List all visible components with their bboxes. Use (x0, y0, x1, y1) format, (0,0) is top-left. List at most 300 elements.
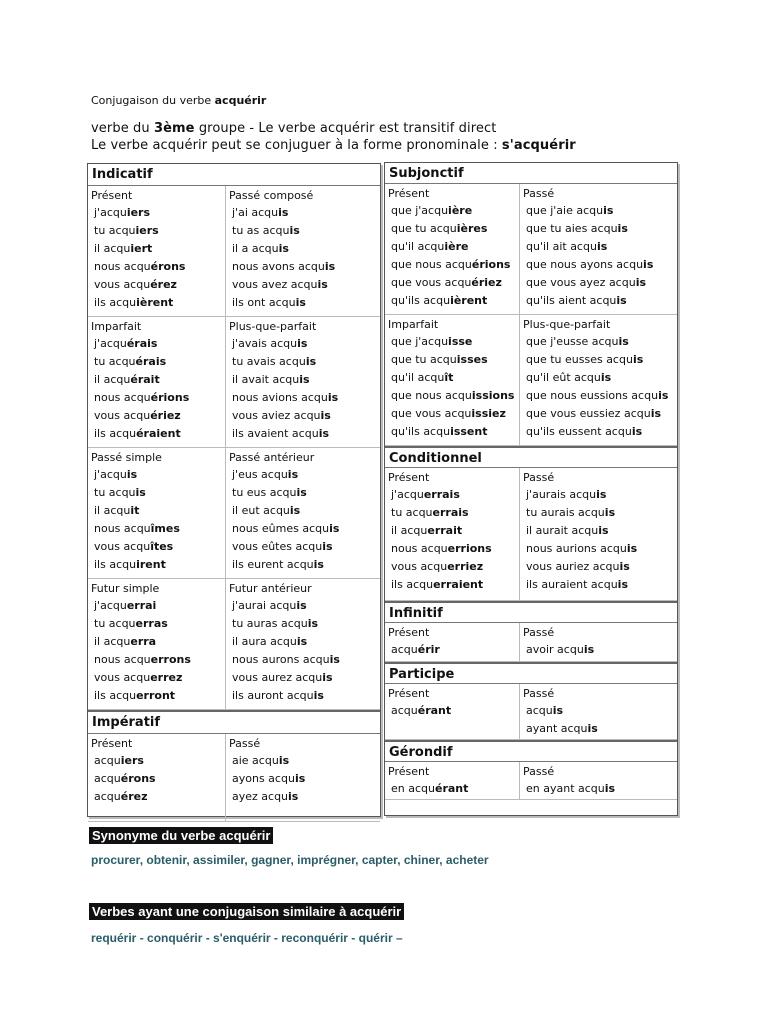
tense-block (385, 623, 677, 662)
tense-name: Passé (229, 737, 261, 750)
conjugation-row (388, 540, 519, 558)
verb-ending: is (617, 222, 628, 235)
verb-ending: iers (120, 754, 144, 767)
verb-stem: j'aurais acqu (526, 488, 597, 501)
verb-stem: vous aviez acqu (232, 409, 321, 422)
conjugation-row (523, 238, 677, 256)
tense-cell (88, 734, 225, 821)
tense-cell (519, 184, 677, 314)
verb-stem: j'acqu (391, 488, 424, 501)
verb-stem: ils acqu (94, 558, 137, 571)
verb-stem: acqu (94, 754, 121, 767)
tense-cell (225, 579, 380, 709)
conjugation-row (523, 274, 677, 292)
verb-ending: ièrent (136, 296, 174, 309)
verb-ending: iers (135, 224, 159, 237)
verb-ending: is (313, 558, 324, 571)
verb-stem: nous acqu (94, 260, 151, 273)
similar-verb-link[interactable]: s'enquérir (213, 931, 271, 945)
verb-ending: erraient (433, 578, 484, 591)
conjugation-column-right (384, 162, 678, 816)
conjugation-row (229, 633, 380, 651)
verb-ending: is (135, 486, 146, 499)
conjugation-row (91, 615, 225, 633)
verb-ending: ît (444, 371, 454, 384)
conjugation-row (229, 788, 380, 806)
verb-ending: is (552, 704, 564, 717)
verb-stem: nous eûmes acqu (232, 522, 330, 535)
verb-ending: is (322, 540, 333, 553)
verb-ending: errai (126, 599, 157, 612)
conjugation-row (91, 788, 225, 806)
tense-name: Passé (523, 471, 555, 484)
verb-ending: issions (471, 389, 515, 402)
verb-ending: is (650, 407, 662, 420)
verb-ending: errais (432, 506, 469, 519)
verb-ending: erra (130, 635, 157, 648)
verb-ending: érais (126, 337, 158, 350)
tense-cell (519, 684, 677, 739)
verb-stem: vous avez acqu (232, 278, 318, 291)
verb-ending: is (631, 425, 643, 438)
similar-verb-link[interactable]: conquérir (147, 931, 203, 945)
conjugation-row (229, 597, 380, 615)
intro-text: verbe du (91, 121, 154, 136)
verb-ending: is (600, 371, 612, 384)
intro-text: Le verbe acquérir peut se conjuguer à la forme pronominale : (91, 138, 502, 153)
conjugation-row (388, 238, 519, 256)
conjugation-row (91, 335, 225, 353)
verb-ending: is (296, 486, 307, 499)
tense-name: Présent (91, 189, 133, 202)
tense-name: Plus-que-parfait (523, 318, 611, 331)
verb-ending: ière (444, 240, 469, 253)
verb-ending: irent (136, 558, 166, 571)
conjugation-row (523, 522, 677, 540)
verb-ending: érons (150, 260, 186, 273)
verb-stem: qu'il eût acqu (526, 371, 601, 384)
tense-name: Passé simple (91, 451, 162, 464)
verb-ending: is (296, 599, 307, 612)
tense-cell (225, 448, 380, 578)
verb-stem: qu'ils acqu (391, 425, 451, 438)
verb-stem: aie acqu (232, 754, 279, 767)
synonym-link[interactable]: capter (361, 853, 398, 867)
verb-ending: it (130, 504, 140, 517)
conjugation-row (91, 240, 225, 258)
verb-ending: is (626, 542, 638, 555)
conjugation-row (523, 702, 677, 720)
verb-stem: j'acqu (94, 337, 127, 350)
verb-stem: que j'acqu (391, 335, 449, 348)
verb-stem: nous avons acqu (232, 260, 325, 273)
conjugation-row (91, 597, 225, 615)
tense-name: Imparfait (388, 318, 439, 331)
verb-ending: is (296, 635, 308, 648)
verb-stem: vous acqu (94, 409, 151, 422)
similar-verb-link[interactable]: requérir (91, 931, 137, 945)
tense-name: Imparfait (91, 320, 142, 333)
verb-ending: is (278, 206, 289, 219)
conjugation-row (91, 538, 225, 556)
verb-ending: is (587, 722, 598, 735)
verb-ending: errait (427, 524, 463, 537)
conjugation-row (91, 353, 225, 371)
tense-name: Présent (91, 737, 133, 750)
verb-ending: is (299, 373, 310, 386)
verb-ending: is (603, 204, 614, 217)
verb-stem: il acqu (94, 242, 131, 255)
synonym-link[interactable]: gagner (251, 853, 291, 867)
synonym-link[interactable]: chiner (403, 853, 440, 867)
verb-stem: que tu acqu (391, 222, 457, 235)
conjugation-row (523, 202, 677, 220)
conjugation-column-left (87, 163, 381, 817)
tense-cell (385, 623, 519, 661)
conjugation-row (523, 641, 677, 659)
tense-name: Futur antérieur (229, 582, 312, 595)
verb-stem: nous acqu (94, 391, 151, 404)
verb-ending: is (619, 560, 630, 573)
verb-stem: j'acqu (94, 468, 127, 481)
tense-block (88, 579, 380, 710)
verb-stem: nous aurions acqu (526, 542, 627, 555)
verb-stem: vous acqu (94, 278, 151, 291)
verb-stem: tu avais acqu (232, 355, 306, 368)
page-title: Conjugaison du verbe acquérir (91, 94, 267, 107)
intro-text: s'acquérir (501, 138, 576, 153)
verb-stem: qu'il ait acqu (526, 240, 597, 253)
verb-stem: que vous eussiez acqu (526, 407, 651, 420)
verb-stem: vous acqu (94, 540, 151, 553)
synonym-link[interactable]: acheter (445, 853, 489, 867)
verb-stem: vous auriez acqu (526, 560, 620, 573)
verb-ending: is (596, 240, 608, 253)
tense-name: Présent (388, 187, 430, 200)
verb-ending: is (329, 522, 340, 535)
verb-ending: is (305, 355, 317, 368)
verb-stem: vous acqu (94, 671, 151, 684)
verb-ending: is (313, 689, 324, 702)
verb-ending: is (278, 754, 290, 767)
conjugation-row (388, 333, 519, 351)
similar-verbs-heading: Verbes ayant une conjugaison similaire à acquérir (89, 903, 404, 920)
conjugation-row (91, 389, 225, 407)
verb-stem: que vous acqu (391, 276, 472, 289)
tense-cell (88, 317, 225, 447)
conjugation-row (388, 486, 519, 504)
tense-cell (519, 315, 677, 445)
verb-stem: il aurait acqu (526, 524, 599, 537)
verb-stem: il aura acqu (232, 635, 297, 648)
verb-ending: erras (135, 617, 168, 630)
tense-name: Futur simple (91, 582, 160, 595)
conjugation-row (229, 276, 380, 294)
verb-stem: ils acqu (391, 578, 434, 591)
verb-stem: il acqu (94, 504, 131, 517)
verb-stem: il avait acqu (232, 373, 300, 386)
verb-stem: que nous ayons acqu (526, 258, 644, 271)
verb-ending: érez (150, 278, 177, 291)
tense-name: Passé antérieur (229, 451, 315, 464)
synonym-link[interactable]: assimiler (193, 853, 245, 867)
conjugation-row (91, 556, 225, 574)
conjugation-row (91, 371, 225, 389)
verb-ending: is (324, 260, 336, 273)
verb-stem: qu'il acqu (391, 371, 445, 384)
conjugation-row (229, 770, 380, 788)
conjugation-row (91, 258, 225, 276)
conjugation-row (229, 615, 380, 633)
conjugation-row (523, 720, 677, 738)
tense-name: Plus-que-parfait (229, 320, 317, 333)
verb-ending: is (288, 790, 299, 803)
verb-ending: ières (456, 222, 488, 235)
verb-ending: érant (417, 704, 452, 717)
similar-verbs-list: requérir - conquérir - s'enquérir - reconquérir - quérir – (91, 931, 403, 945)
conjugation-row (229, 425, 380, 443)
tense-name: Passé (523, 687, 555, 700)
verb-ending: érait (130, 373, 160, 386)
verb-stem: nous acqu (94, 522, 151, 535)
tense-cell (519, 623, 677, 661)
verb-stem: ils auraient acqu (526, 578, 618, 591)
verb-ending: is (604, 782, 616, 795)
verb-ending: is (297, 337, 308, 350)
verb-stem: nous acqu (94, 653, 151, 666)
conjugation-row (523, 292, 677, 310)
verb-ending: issent (450, 425, 488, 438)
synonym-link[interactable]: obtenir (146, 853, 187, 867)
verb-ending: is (320, 409, 331, 422)
conjugation-row (229, 371, 380, 389)
verb-ending: érant (434, 782, 469, 795)
conjugation-row (388, 351, 519, 369)
verb-stem: que tu acqu (391, 353, 457, 366)
verb-stem: en ayant acqu (526, 782, 605, 795)
conjugation-row (229, 752, 380, 770)
verb-ending: éraient (136, 427, 181, 440)
section-heading: Indicatif (88, 164, 380, 186)
intro-text: 3ème (153, 121, 195, 136)
conjugation-row (229, 520, 380, 538)
tense-name: Passé (523, 187, 555, 200)
tense-cell (519, 762, 677, 799)
verb-stem: ayant acqu (526, 722, 588, 735)
conjugation-row (229, 389, 380, 407)
verb-ending: ièrent (450, 294, 488, 307)
conjugation-row (523, 256, 677, 274)
verb-ending: is (294, 772, 306, 785)
conjugation-row (388, 256, 519, 274)
conjugation-row (229, 669, 380, 687)
tense-cell (385, 468, 519, 600)
tense-cell (385, 684, 519, 739)
verb-ending: érez (120, 790, 148, 803)
verb-ending: is (289, 504, 301, 517)
tense-name: Passé (523, 765, 555, 778)
verb-stem: tu acqu (94, 224, 136, 237)
tense-cell (88, 579, 225, 709)
verb-stem: tu acqu (391, 506, 433, 519)
verb-ending: errez (150, 671, 183, 684)
verb-stem: vous eûtes acqu (232, 540, 323, 553)
conjugation-row (388, 220, 519, 238)
tense-cell (385, 762, 519, 799)
verb-stem: vous aurez acqu (232, 671, 323, 684)
verb-stem: ils eurent acqu (232, 558, 314, 571)
conjugation-row (91, 752, 225, 770)
tense-block (88, 734, 380, 822)
synonym-link[interactable]: imprégner (297, 853, 356, 867)
verb-stem: nous acqu (391, 542, 448, 555)
conjugation-row (91, 651, 225, 669)
conjugation-row (91, 407, 225, 425)
verb-ending: îmes (150, 522, 180, 535)
verb-stem: ils acqu (94, 296, 137, 309)
verb-ending: is (307, 617, 319, 630)
conjugation-row (388, 702, 519, 720)
verb-ending: isse (448, 335, 473, 348)
conjugation-row (523, 780, 677, 798)
synonym-link[interactable]: procurer (91, 853, 140, 867)
conjugation-row (388, 780, 519, 798)
verb-ending: is (596, 488, 607, 501)
tense-name: Passé (523, 626, 555, 639)
synonyms-heading: Synonyme du verbe acquérir (89, 827, 273, 844)
verb-stem: qu'ils acqu (391, 294, 451, 307)
verb-stem: j'avais acqu (232, 337, 298, 350)
tense-cell (225, 317, 380, 447)
verb-stem: tu eus acqu (232, 486, 297, 499)
tense-block (88, 448, 380, 579)
verb-ending: ériez (150, 409, 181, 422)
conjugation-row (91, 276, 225, 294)
conjugation-row (229, 353, 380, 371)
verb-ending: is (322, 671, 333, 684)
verb-stem: en acqu (391, 782, 435, 795)
conjugation-row (388, 369, 519, 387)
verb-ending: erriez (447, 560, 484, 573)
verb-stem: j'aurai acqu (232, 599, 297, 612)
verb-stem: tu auras acqu (232, 617, 308, 630)
verb-stem: qu'il acqu (391, 240, 445, 253)
verb-ending: îtes (150, 540, 174, 553)
conjugation-row (229, 204, 380, 222)
verb-stem: j'ai acqu (232, 206, 279, 219)
conjugation-row (523, 333, 677, 351)
tense-block (385, 684, 677, 740)
conjugation-row (388, 423, 519, 441)
verb-stem: acqu (94, 790, 121, 803)
verb-stem: j'acqu (94, 206, 127, 219)
tense-block (88, 317, 380, 448)
conjugation-row (229, 294, 380, 312)
conjugation-row (91, 466, 225, 484)
verb-ending: is (598, 524, 609, 537)
verb-ending: is (643, 258, 654, 271)
verb-ending: is (583, 643, 595, 656)
verb-stem: ils acqu (94, 427, 137, 440)
verb-stem: ils auront acqu (232, 689, 314, 702)
conjugation-row (523, 423, 677, 441)
verb-ending: errions (447, 542, 492, 555)
tense-name: Passé composé (229, 189, 314, 202)
conjugation-row (523, 220, 677, 238)
conjugation-row (229, 240, 380, 258)
conjugation-row (523, 387, 677, 405)
tense-name: Présent (388, 765, 430, 778)
conjugation-row (388, 274, 519, 292)
verb-ending: is (632, 353, 644, 366)
verb-stem: que nous acqu (391, 389, 472, 402)
tense-cell (88, 186, 225, 316)
similar-verb-link[interactable]: quérir (358, 931, 393, 945)
verb-stem: que tu eusses acqu (526, 353, 633, 366)
verb-ending: is (318, 427, 330, 440)
conjugation-row (91, 520, 225, 538)
verb-stem: que vous acqu (391, 407, 472, 420)
verb-ending: érons (120, 772, 156, 785)
verb-stem: acqu (391, 704, 418, 717)
tense-cell (225, 186, 380, 316)
tense-block (385, 184, 677, 315)
verb-ending: is (604, 506, 616, 519)
verb-stem: nous avions acqu (232, 391, 328, 404)
verb-ending: errais (423, 488, 460, 501)
verb-stem: acqu (391, 643, 418, 656)
tense-cell (519, 468, 677, 600)
intro-line-1 (91, 121, 496, 136)
verb-stem: que j'aie acqu (526, 204, 604, 217)
verb-stem: ils avaient acqu (232, 427, 319, 440)
section-heading: Infinitif (385, 601, 677, 623)
tense-cell (385, 315, 519, 445)
conjugation-row (229, 407, 380, 425)
verb-stem: j'eus acqu (232, 468, 288, 481)
tense-cell (88, 448, 225, 578)
conjugation-row (229, 222, 380, 240)
conjugation-row (229, 502, 380, 520)
verb-stem: que vous ayez acqu (526, 276, 636, 289)
tense-block (385, 762, 677, 800)
conjugation-row (91, 204, 225, 222)
similar-verb-link[interactable]: reconquérir (281, 931, 348, 945)
verb-ending: is (278, 242, 289, 255)
section-heading: Conditionnel (385, 446, 677, 468)
verb-stem: ayons acqu (232, 772, 295, 785)
conjugation-row (388, 387, 519, 405)
tense-block (385, 468, 677, 601)
conjugation-row (91, 484, 225, 502)
conjugation-row (388, 558, 519, 576)
verb-stem: qu'ils eussent acqu (526, 425, 632, 438)
verb-stem: il acqu (94, 373, 131, 386)
section-heading: Subjonctif (385, 163, 677, 184)
verb-ending: iers (126, 206, 151, 219)
verb-ending: is (327, 391, 339, 404)
verb-stem: que tu aies acqu (526, 222, 618, 235)
verb-ending: ière (448, 204, 473, 217)
conjugation-row (388, 522, 519, 540)
section-heading: Participe (385, 662, 677, 684)
intro-text: groupe - Le verbe acquérir est transitif direct (194, 121, 497, 136)
conjugation-row (388, 202, 519, 220)
verb-ending: is (289, 224, 300, 237)
verb-stem: tu acqu (94, 617, 136, 630)
tense-name: Présent (388, 626, 430, 639)
conjugation-row (91, 687, 225, 705)
